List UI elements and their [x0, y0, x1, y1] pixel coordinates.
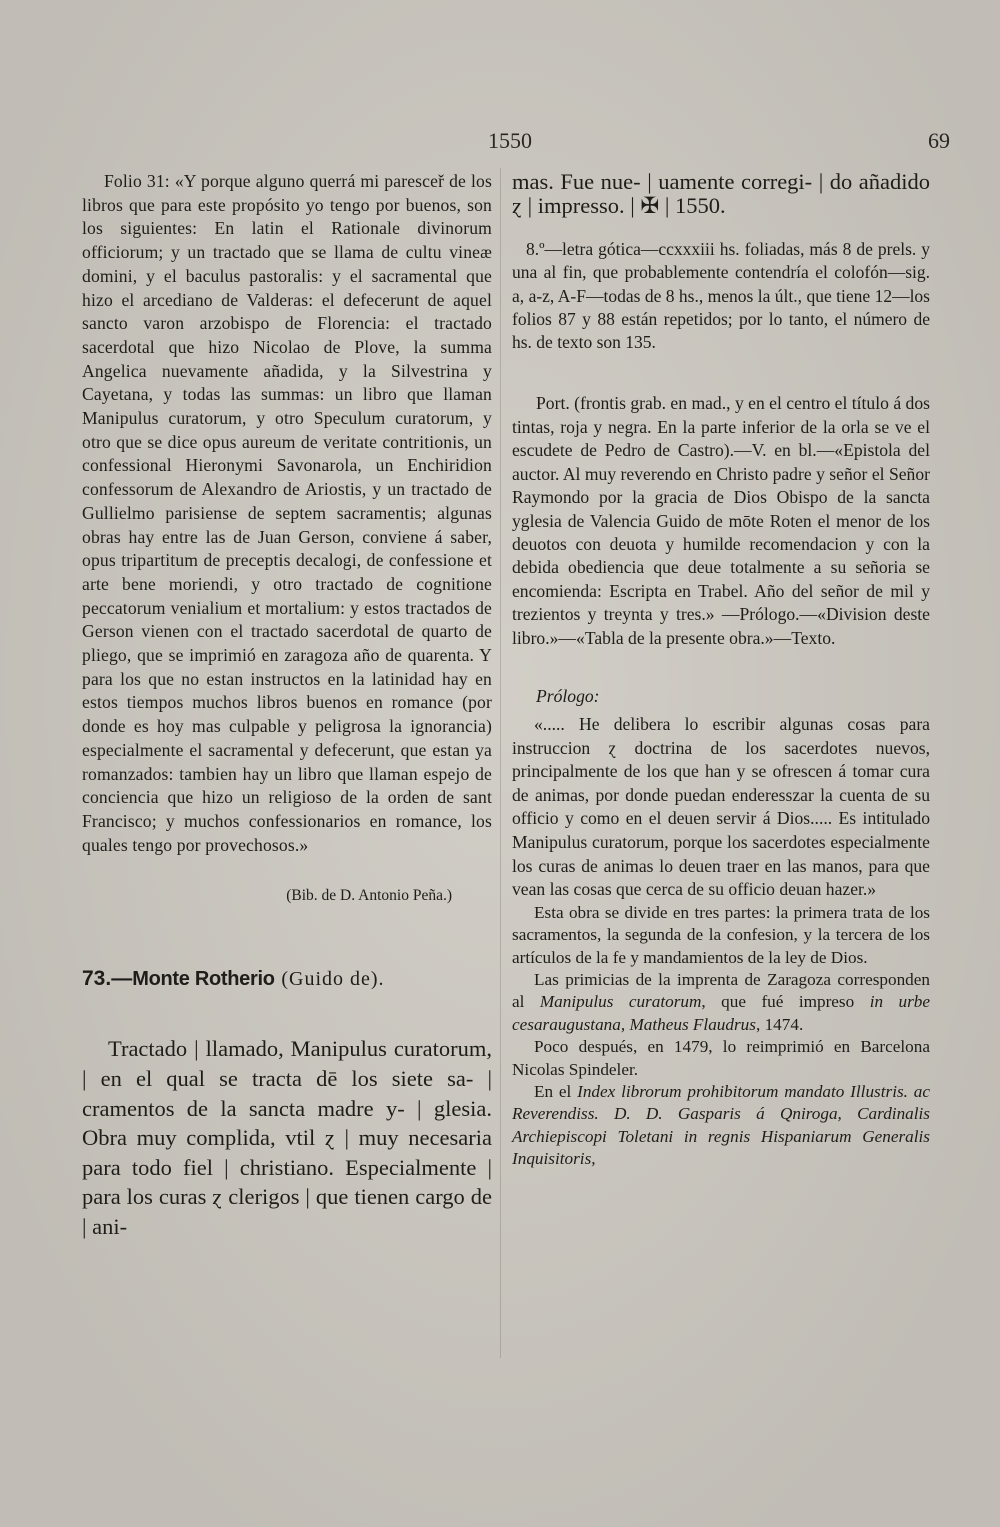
library-citation: (Bib. de D. Antonio Peña.) [286, 887, 452, 905]
folio-quote: Folio 31: «Y porque alguno querrá mi paresceř de los libros que para este propósito yo tengo por buenos, son los siguientes: En latin el Rationale divinorum officiorum; y un tractado que se llama de cultu vineæ domini, y el baculus pastoralis: y el sacramental que hizo el arcediano de Valderas: el defecerunt de aquel sancto varon arzobispo de Florencia: el tractado sacerdotal que hizo Nicolao de Plove, la summa Angelica nuevamente añadida, y la Silvestrina y Cayetana, y todas las summas: un libro que llaman Manipulus curatorum, y otro Speculum curatorum, y otro que se dice opus aureum de veritate contritionis, un confessional Hieronymi Savonarola, un Enchiridion confessorum de Alexandro de Ariostis, y un tractado de Gullielmo parisiense de septem sacramentis; algunas obras hay entre las de Juan Gerson, conviene á saber, opus tripartitum de preceptis decalogi, de confessione et arte bene moriendi, y otro tractado de cognitione peccatorum venialium et mortalium: y estos tractados de Gerson vienen con el tractado sacerdotal de quarto de pliego, que se imprimió en zaragoza año de quarenta. Y para los que no estan instructos en la latinidad hay en estos tiempos muchos libros buenos en romance (por donde es hoy mas culpable y peligrosa la ignorancia) especialmente el sacramental y defecerunt, que estan ya romanzados: tambien hay un libro que llaman espejo de conciencia que hizo un religioso de la orden de sant Francisco; y muchos confessionarios en romance, los quales tengo por provechosos.» [82, 171, 492, 855]
page-number: 69 [928, 128, 950, 153]
physical-description: 8.º—letra gótica—ccxxxiii hs. foliadas, más 8 de prels. y una al fin, que probablemente contendría el colofón—sig. a, a-z, A-F—todas de 8 hs., menos la últ., que tiene 12—los folios 87 y 88 están repetidos; por lo tanto, el número de hs. de texto son 135. [512, 239, 930, 353]
index-text-1: En el [534, 1081, 578, 1101]
right-column [512, 170, 930, 1171]
division-paragraph: Esta obra se divide en tres partes: la primera trata de los sacramentos, la segunda de la confesion, y la tercera de los artículos de la fe y mandamientos de la ley de Dios. [512, 902, 930, 967]
primicias-text-3: , 1474. [755, 1014, 804, 1034]
book-title-transcription: Tractado | llamado, Manipulus curatorum, | en el qual se tracta dē los siete sa- | cramentos de la sancta madre y- | glesia. Obra muy complida, vtil ɀ | muy necesaria para todo fiel | christiano. Especialmente | para los curas ɀ clerigos | que tienen cargo de | ani- [82, 1036, 492, 1239]
running-head-year: 1550 [488, 128, 532, 153]
entry-number: 73.— [82, 967, 133, 991]
primicias-paragraph [512, 969, 930, 1036]
entry-author: (Guido de). [281, 968, 385, 991]
spindeler-paragraph: Poco después, en 1479, lo reimprimió en Barcelona Nicolas Spindeler. [512, 1037, 930, 1079]
portada-description: Port. (frontis grab. en mad., y en el centro el título á dos tintas, roja y negra. En la parte inferior de la orla se ve el escudete de Pedro de Castro).—V. en bl.—«Epistola del auctor. Al muy reverendo en Christo padre y señor el Señor Raymondo por la gracia de Dios Obispo de la sancta yglesia de Valencia Guido de mōte Roten el menor de los deuotos con deuota y humilde recomendacion y con la debida obediencia que deue totalmente a su señoria se encomienda: Escripta en Trabel. Año del señor de mil y trezientos y treynta y tres.» —Prólogo.—«Division deste libro.»—«Tabla de la presente obra.»—Texto. [512, 393, 930, 648]
primicias-imprint: in urbe cesaraugustana, Matheus Flaudrus [512, 992, 931, 1034]
primicias-text-1: Las primicias de la imprenta de Zaragoza corresponden al [512, 969, 930, 1012]
prologo-quote: «..... He delibera lo escribir algunas cosas para instruccion ɀ doctrina de los sacerdotes nuevos, principalmente de los que han y se ofrescen á tomar cura de animas, por donde puedan enderesszar la cuenta de su officio y como en el deuen servir á Dios..... Es intitulado Manipulus curatorum, porque los sacerdotes especialmente los curas de animas lo deuen traer en las manos, para que vean las cosas que cerca de su officio deuan hazer.» [512, 713, 930, 900]
prologo-label: Prólogo: [536, 685, 600, 706]
index-title: Index librorum prohibitorum mandato Illustris. ac Reverendiss. D. D. Gasparis á Qniroga, Cardinalis Archiepiscopi Toletani in regnis Hispaniarum Generalis Inquisitoris, [512, 1081, 930, 1169]
entry-name: Monte Rotherio [132, 968, 275, 991]
primicias-text-2: , que fué impreso [701, 992, 870, 1012]
column-divider [500, 168, 501, 1358]
index-paragraph [512, 1081, 930, 1171]
entry-heading [82, 965, 492, 992]
primicias-book-title: Manipulus curatorum [539, 992, 702, 1012]
left-column [82, 170, 492, 1242]
book-title-continuation: mas. Fue nue- | uamente corregi- | do añadido ɀ | impresso. | ✠ | 1550. [512, 169, 930, 218]
